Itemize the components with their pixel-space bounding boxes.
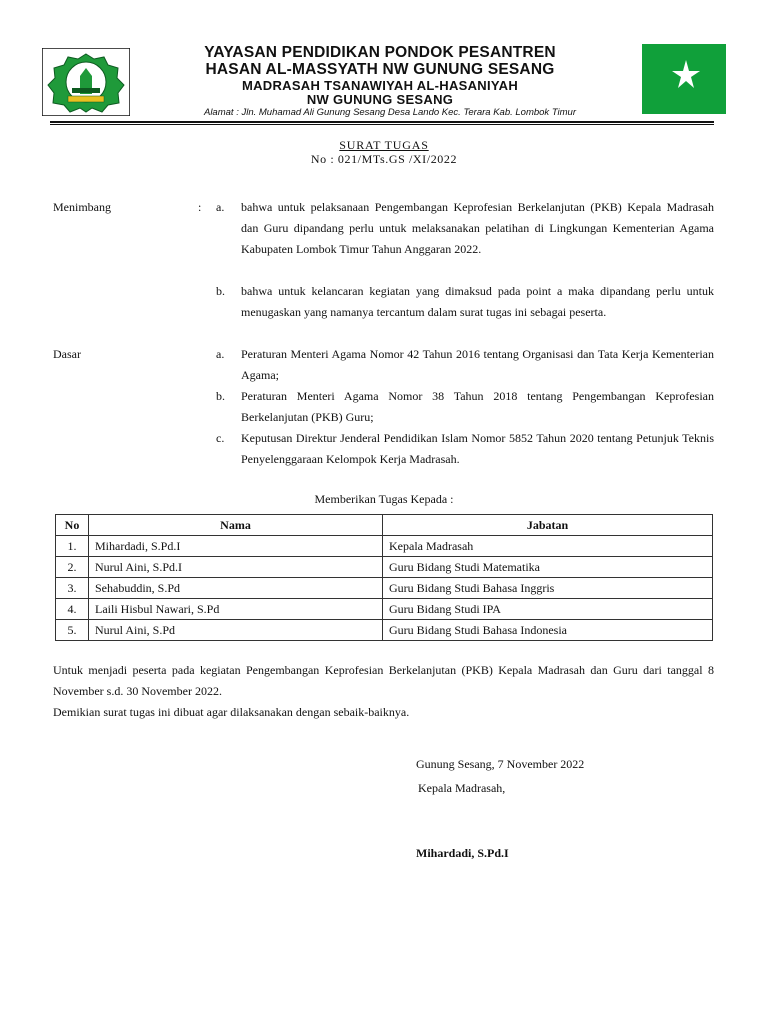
table-header-row [56,515,713,536]
header-divider-thin [50,124,714,125]
document-title: SURAT TUGAS [339,138,429,152]
cell-jabatan: Guru Bidang Studi Matematika [383,557,713,578]
dasar-item-text: Keputusan Direktur Jenderal Pendidikan Islam Nomor 5852 Tahun 2020 tentang Petunjuk Teknis Penyelenggaraan Kelompok Kerja Madrasah. [241,431,714,466]
closing-paragraph: Untuk menjadi peserta pada kegiatan Pengembangan Keprofesian Berkelanjutan (PKB) Kepala Madrasah dan Guru dari tanggal 8 November s.d. 30 November 2022. [53,663,714,698]
table-row [56,536,713,557]
table-row [56,557,713,578]
cell-no: 3. [56,578,89,599]
closing-statement: Demikian surat tugas ini dibuat agar dilaksanakan dengan sebaik-baiknya. [53,705,410,719]
cell-nama: Sehabuddin, S.Pd [89,578,383,599]
header-address: Alamat : Jln. Muhamad Ali Gunung Sesang Desa Lando Kec. Terara Kab. Lombok Timur [203,107,577,118]
header-pesantren-name: HASAN AL-MASSYATH NW GUNUNG SESANG [205,61,555,78]
cell-nama: Laili Hisbul Nawari, S.Pd [89,599,383,620]
cell-jabatan: Guru Bidang Studi Bahasa Inggris [383,578,713,599]
dasar-label: Dasar [53,347,81,361]
signatory-name: Mihardadi, S.Pd.I [416,846,509,860]
cell-no: 5. [56,620,89,641]
header-divider [50,121,714,123]
cell-jabatan: Guru Bidang Studi Bahasa Indonesia [383,620,713,641]
header-madrasah-name: MADRASAH TSANAWIYAH AL-HASANIYAH [241,78,519,93]
madrasah-logo [42,48,130,116]
cell-nama: Nurul Aini, S.Pd [89,620,383,641]
signature-place-date: Gunung Sesang, 7 November 2022 [416,757,585,771]
menimbang-colon: : [198,200,202,214]
table-row [56,599,713,620]
header-location: NW GUNUNG SESANG [306,92,454,107]
menimbang-label: Menimbang [53,200,111,214]
table-row [56,578,713,599]
cell-no: 1. [56,536,89,557]
dasar-item-text: Peraturan Menteri Agama Nomor 38 Tahun 2018 tentang Pengembangan Keprofesian Berkelanjutan (PKB) Guru; [241,389,714,424]
cell-no: 2. [56,557,89,578]
header-foundation-name: YAYASAN PENDIDIKAN PONDOK PESANTREN [204,44,556,61]
document-number: No : 021/MTs.GS /XI/2022 [310,152,458,166]
menimbang-item-text: bahwa untuk pelaksanaan Pengembangan Keprofesian Berkelanjutan (PKB) Kepala Madrasah dan Guru dipandang perlu untuk melaksanakan pelatihan di Lingkungan Kementerian Agama Kabupaten Lombok Timur Tahun Anggaran 2022. [241,200,714,256]
column-header-jabatan: Jabatan [383,515,713,536]
dasar-item-letter: a. [216,347,225,361]
dasar-item-text: Peraturan Menteri Agama Nomor 42 Tahun 2016 tentang Organisasi dan Tata Kerja Kementerian Agama; [241,347,714,382]
column-header-nama: Nama [89,515,383,536]
assignment-intro: Memberikan Tugas Kepada : [314,492,454,506]
dasar-item-letter: b. [216,389,225,403]
cell-jabatan: Kepala Madrasah [383,536,713,557]
assignee-table [55,514,713,641]
signature-role: Kepala Madrasah, [418,781,506,795]
column-header-no: No [56,515,89,536]
cell-no: 4. [56,599,89,620]
nw-logo [642,44,726,114]
cell-nama: Mihardadi, S.Pd.I [89,536,383,557]
dasar-item-letter: c. [216,431,225,445]
table-row [56,620,713,641]
menimbang-item-text: bahwa untuk kelancaran kegiatan yang dimaksud pada point a maka dipandang perlu untuk menugaskan yang namanya tercantum dalam surat tugas ini sebagai peserta. [241,284,714,319]
menimbang-item-letter: b. [216,284,225,298]
menimbang-item-letter: a. [216,200,225,214]
cell-nama: Nurul Aini, S.Pd.I [89,557,383,578]
cell-jabatan: Guru Bidang Studi IPA [383,599,713,620]
